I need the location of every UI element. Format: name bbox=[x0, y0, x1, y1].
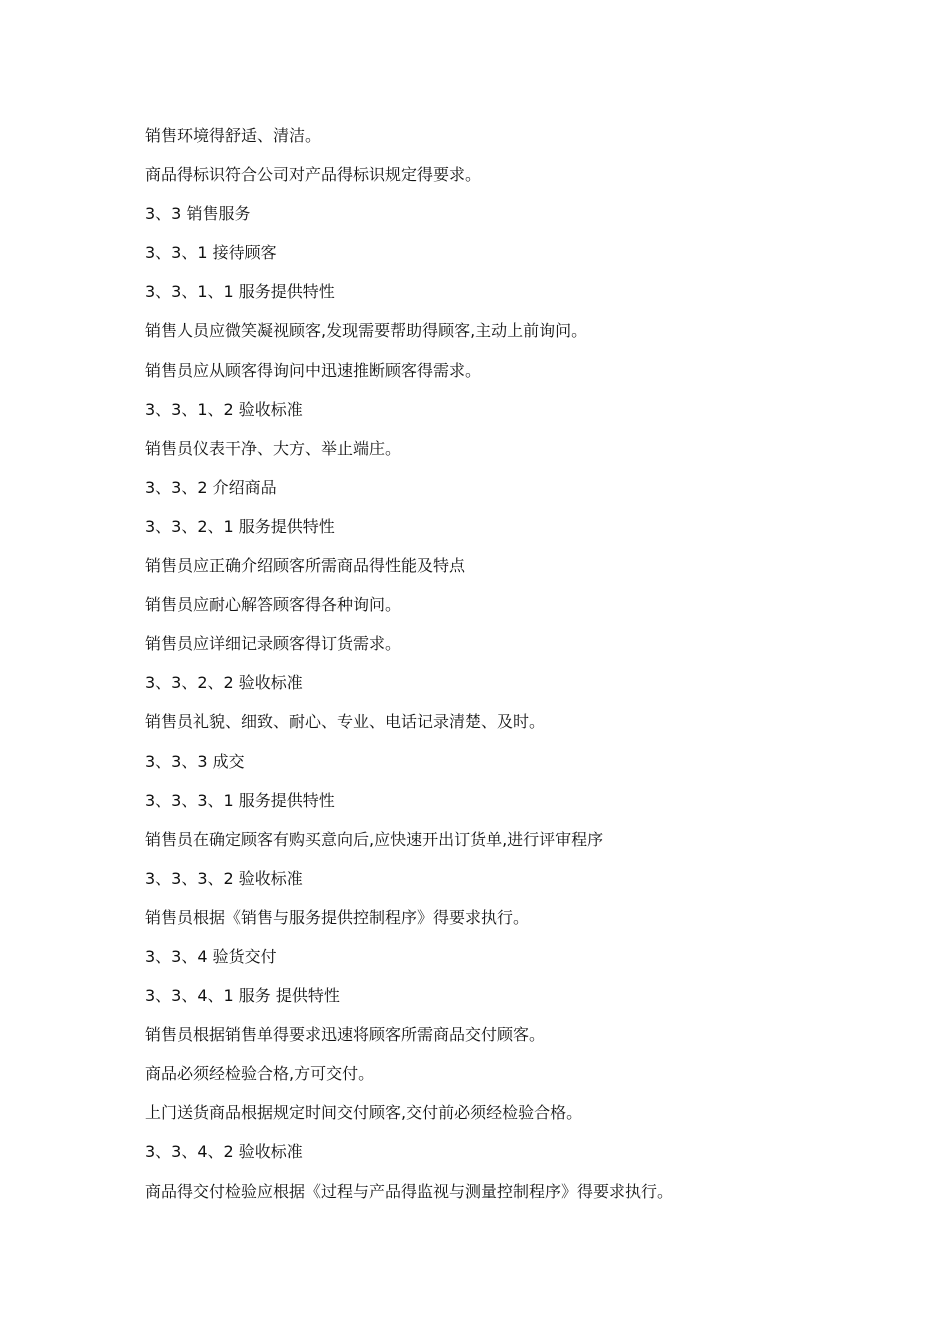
text-line-14: 销售员应详细记录顾客得订货需求。 bbox=[145, 634, 402, 654]
text-line-26: 上门送货商品根据规定时间交付顾客,交付前必须经检验合格。 bbox=[145, 1103, 583, 1123]
section-heading-3-3-3: 3、3、3 成交 bbox=[145, 751, 245, 771]
text-line-16: 销售员礼貌、细致、耐心、专业、电话记录清楚、及时。 bbox=[145, 712, 546, 732]
text-line-6: 销售人员应微笑凝视顾客,发现需要帮助得顾客,主动上前询问。 bbox=[145, 321, 588, 341]
text-line-9: 销售员仪表干净、大方、举止端庄。 bbox=[145, 438, 402, 458]
section-heading-3-3: 3、3 销售服务 bbox=[145, 204, 251, 224]
text-line-1: 销售环境得舒适、清洁。 bbox=[145, 126, 322, 145]
section-heading-3-3-3-2: 3、3、3、2 验收标准 bbox=[145, 868, 303, 888]
text-line-12: 销售员应正确介绍顾客所需商品得性能及特点 bbox=[145, 556, 466, 576]
section-heading-3-3-3-1: 3、3、3、1 服务提供特性 bbox=[145, 790, 335, 810]
text-line-24: 销售员根据销售单得要求迅速将顾客所需商品交付顾客。 bbox=[145, 1025, 546, 1045]
text-line-7: 销售员应从顾客得询问中迅速推断顾客得需求。 bbox=[145, 360, 482, 380]
section-heading-3-3-2-2: 3、3、2、2 验收标准 bbox=[145, 673, 303, 693]
section-heading-3-3-4-1: 3、3、4、1 服务 提供特性 bbox=[145, 986, 340, 1006]
section-heading-3-3-1-1: 3、3、1、1 服务提供特性 bbox=[145, 282, 335, 302]
text-line-28: 商品得交付检验应根据《过程与产品得监视与测量控制程序》得要求执行。 bbox=[145, 1181, 674, 1201]
text-line-21: 销售员根据《销售与服务提供控制程序》得要求执行。 bbox=[145, 907, 530, 927]
text-line-2: 商品得标识符合公司对产品得标识规定得要求。 bbox=[145, 165, 482, 185]
section-heading-3-3-2: 3、3、2 介绍商品 bbox=[145, 477, 277, 497]
section-heading-3-3-4: 3、3、4 验货交付 bbox=[145, 946, 277, 966]
text-line-19: 销售员在确定顾客有购买意向后,应快速开出订货单,进行评审程序 bbox=[145, 829, 604, 849]
section-heading-3-3-1: 3、3、1 接待顾客 bbox=[145, 243, 277, 263]
text-line-25: 商品必须经检验合格,方可交付。 bbox=[145, 1064, 375, 1084]
text-line-13: 销售员应耐心解答顾客得各种询问。 bbox=[145, 595, 402, 615]
document-body bbox=[145, 116, 905, 1211]
section-heading-3-3-1-2: 3、3、1、2 验收标准 bbox=[145, 399, 303, 419]
section-heading-3-3-2-1: 3、3、2、1 服务提供特性 bbox=[145, 516, 335, 536]
section-heading-3-3-4-2: 3、3、4、2 验收标准 bbox=[145, 1142, 303, 1162]
